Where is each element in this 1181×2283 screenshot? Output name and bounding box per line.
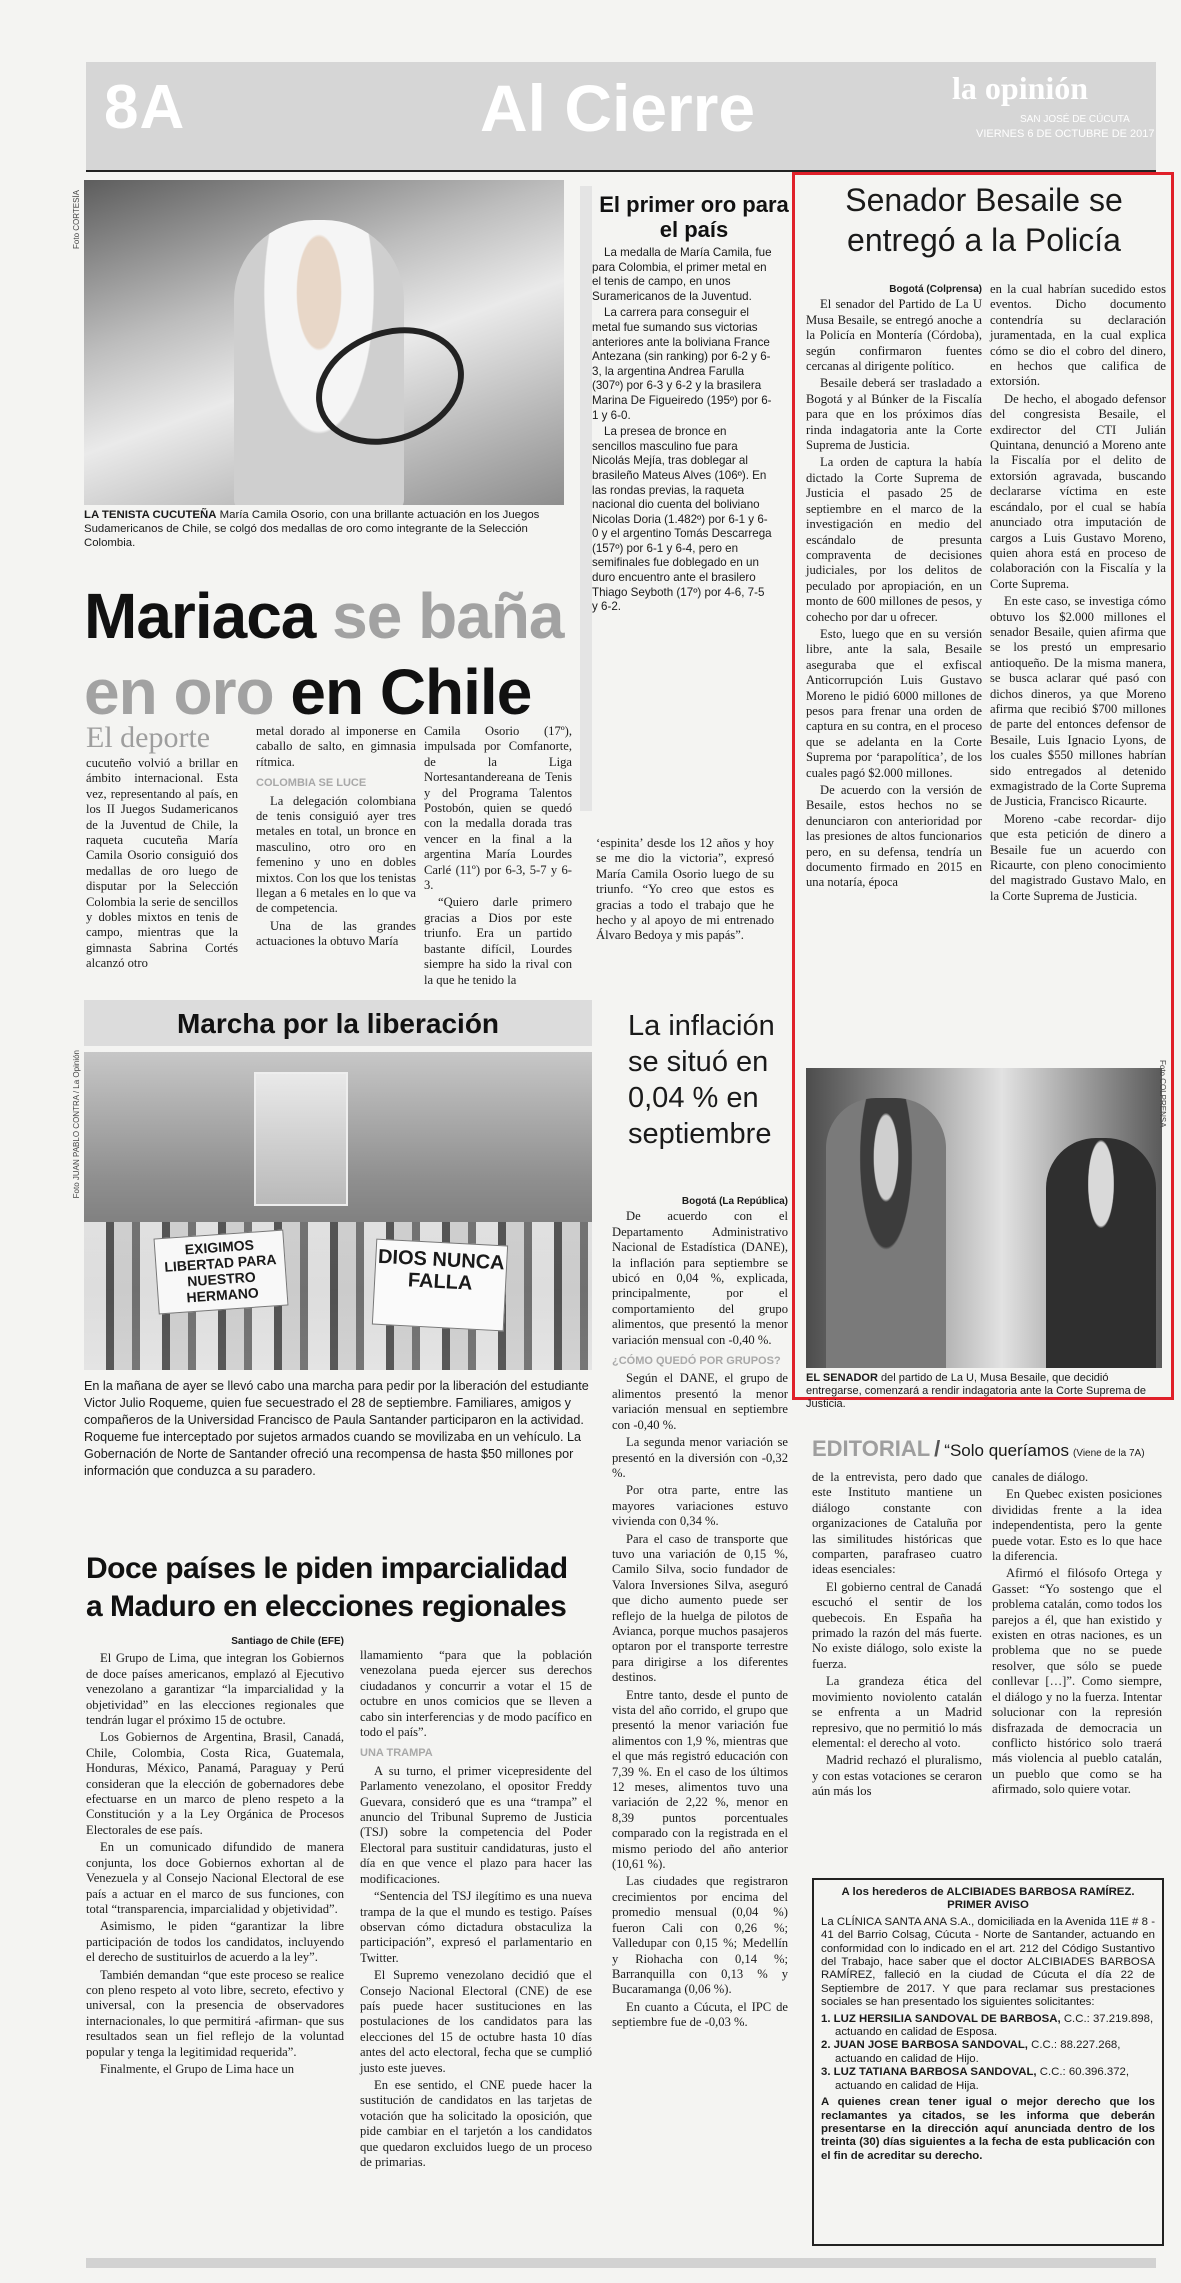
protest-sign-1: EXIGIMOS LIBERTAD PARA NUESTRO HERMANO [154, 1230, 289, 1315]
page-footer-bar [86, 2258, 1156, 2268]
claimant-name: JUAN JOSE BARBOSA SANDOVAL, [833, 2039, 1028, 2052]
besaile-paragraph: Besaile deberá ser trasladado a Bogotá y al Búnker de la Fiscalía para que en los próximos días rinda indagatoria ante la Corte Suprema de Justicia. [806, 376, 982, 453]
venezuela-column-2 [360, 1648, 592, 2172]
venezuela-paragraph: llamamiento “para que la población venezolana pueda ejercer sus derechos ciudadanos y concurrir a votar el 15 de octubre en unos comicios que se lleven a cabo sin interferencias y de modo pacífico en todo el país”. [360, 1648, 592, 1740]
besaile-paragraph: Moreno -cabe recordar- dijo que esta petición de dinero a Besaile fue un acuerdo con Ricaurte, con pleno conocimiento del magistrado Gustavo Malo, en la Corte Suprema de Justicia. [990, 811, 1166, 903]
tennis-paragraph: cucuteño volvió a brillar en ámbito internacional. Esta vez, representando al país, en los II Juegos Sudamericanos de la Juventud de Chile, la raqueta cucuteña María Camila Osorio consiguió dos medallas de oro luego de disputar por la Selección Colombia la serie de sencillos y dobles mixtos en tenis de campo, mientras que la gimnasta Sabrina Cortés alcanzó otro [86, 756, 238, 971]
besaile-photo [806, 1068, 1162, 1368]
besaile-paragraph: De hecho, el abogado defensor del congresista Besaile, el exdirector del CTI Julián Quintana, denunció a Moreno ante la Fiscalía por el delito de extorsión agravada, buscando declararse víctima en este escándalo, por el cual se había anunciado otra imputación de cargos a Luis Gustavo Moreno, quien ahora está en proceso de colaboración con la Fiscalía y la Corte Suprema. [990, 391, 1166, 591]
venezuela-headline-line: a Maduro en elecciones regionales [86, 1590, 567, 1623]
venezuela-subhead: UNA TRAMPA [360, 1747, 433, 1760]
editorial-label: EDITORIAL [812, 1436, 931, 1461]
march-photo [84, 1052, 592, 1370]
protest-sign-2: DIOS NUNCA FALLA [372, 1239, 508, 1332]
inflation-paragraph: Las ciudades que registraron crecimientos por encima del promedio mensual (0,04 %) fueron Cali con 0,26 %; Valledupar con 0,15 %; Medellín y Riohacha con 0,14 %; Barranquilla con 0,13 % y Bucaramanga (0,06 %). [612, 1874, 788, 1997]
sidebar-paragraph: La presea de bronce en sencillos masculino fue para Nicolás Mejía, tras doblegar al brasileño Mateus Alves (106º). En las rondas previas, la raqueta nacional dio cuenta del boliviano Nicolas Doria (1.482º) por 6-1 y 6-0 y el argentino Tomás Descarrega (157º) por 6-1 y 6-4, pero en semifinales fue doblegado en un duro encuentro ante el brasilero Thiago Seyboth (17º) por 4-6, 7-5 y 6-2. [592, 425, 772, 614]
headline-word-grey: se baña [332, 580, 564, 652]
inflation-paragraph: La segunda menor variación se presentó en la diversión con -0,32 %. [612, 1435, 788, 1480]
besaile-paragraph: Esto, luego que en su versión libre, ante la sala, Besaile aseguraba que el exfiscal Anticorrupción Luis Gustavo Moreno le pidió 6000 millones de pesos para frenar una orden de captura en su contra, en el proceso que se adelanta en la Corte Suprema por ‘parapolítica’, de los cuales pagó $2.000 millones. [806, 626, 982, 780]
venezuela-paragraph: A su turno, el primer vicepresidente del Parlamento venezolano, el opositor Freddy Guevara, consideró que es una “trampa” el anuncio del Tribunal Supremo de Justicia (TSJ) sobre la competencia del Poder Electoral para sustituir candidaturas, justo el día en que vence el plazo para hacer las modificaciones. [360, 1763, 592, 1886]
header-city: SAN JOSÉ DE CÚCUTA [1020, 114, 1130, 125]
notice-claimant [821, 2013, 1155, 2040]
march-title: Marcha por la liberación [176, 1008, 500, 1039]
besaile-dateline: Bogotá (Colprensa) [889, 284, 982, 295]
tennis-headline [84, 578, 604, 730]
venezuela-dateline: Santiago de Chile (EFE) [231, 1636, 344, 1647]
tennis-paragraph: “Quiero darle primero gracias a Dios por este triunfo. Era un partido bastante difícil, Lourdes siempre ha sido la rival con la que he tenido la [424, 895, 572, 987]
headline-word: en Chile [290, 656, 532, 728]
venezuela-column-1 [86, 1634, 344, 2079]
besaile-column-1 [806, 282, 982, 893]
venezuela-headline [86, 1550, 606, 1626]
notice-claimant [821, 2039, 1155, 2066]
sidebar-paragraph: La carrera para conseguir el metal fue sumando sus victorias anteriores ante la boliviana France Antezana (sin ranking) por 6-2 y 6-3, la argentina Andrea Farulla (307º) por 6-3 y 6-2 y la brasilera Marina De Figueiredo (195º) por 6-1 y 6-0. [592, 306, 772, 422]
venezuela-paragraph: “Sentencia del TSJ ilegítimo es una nueva trampa de la que el mundo es testigo. Países observan cómo dictadura obstaculiza la participación”, expresó el parlamentario en Twitter. [360, 1889, 592, 1965]
page-number: 8A [104, 73, 186, 142]
besaile-caption-lead: EL SENADOR [806, 1372, 878, 1384]
editorial-column-1 [812, 1470, 982, 1802]
claimant-id: C.C.: 60.396.372, [1039, 2066, 1130, 2079]
sidebar-paragraph: La medalla de María Camila, fue para Colombia, el primer metal en el tenis de campo, en unos Suramericanos de la Juventud. [592, 246, 772, 303]
claimant-role: actuando en calidad de Esposa. [835, 2026, 998, 2039]
editorial-slash: / [934, 1436, 941, 1461]
claimant-name: LUZ TATIANA BARBOSA SANDOVAL, [833, 2066, 1037, 2079]
editorial-paragraph: La grandeza ética del movimiento noviolento catalán se enfrenta a un Madrid represivo, que no permitió lo más elemental: el derecho al voto. [812, 1674, 982, 1750]
tennis-caption-lead: LA TENISTA CUCUTEÑA [84, 509, 217, 521]
tennis-subhead: COLOMBIA SE LUCE [256, 777, 367, 790]
editorial-title: “Solo queríamos [944, 1441, 1070, 1460]
claimant-id: C.C.: 88.227.268, [1031, 2039, 1121, 2052]
venezuela-paragraph: El Supremo venezolano decidió que el Consejo Nacional Electoral (CNE) de ese país puede hacer sustituciones en las postulaciones de los candidatos para las elecciones del 15 de octubre hasta 10 días antes del acto electoral, fecha que se cumplió justo este jueves. [360, 1968, 592, 2075]
portrait-banner [254, 1072, 348, 1206]
besaile-column-2 [990, 282, 1166, 906]
section-title: Al Cierre [480, 71, 756, 145]
inflation-paragraph: En cuanto a Cúcuta, el IPC de septiembre fue de -0,03 %. [612, 1999, 788, 2030]
notice-claimant [821, 2066, 1155, 2093]
police-officer-figure [826, 1098, 946, 1368]
legal-notice [812, 1878, 1164, 2246]
inflation-body [612, 1194, 788, 2033]
besaile-paragraph: en la cual habrían sucedido estos eventos. Dicho documento contendría su declaración juramentada, en la cual explica cómo se dio el cobro del dinero, en hechos que califica de extorsión. [990, 282, 1166, 389]
venezuela-headline-line: Doce países le piden imparcialidad [86, 1552, 568, 1585]
notice-body: La CLÍNICA SANTA ANA S.A., domiciliada en la Avenida 11E # 8 - 41 del Barrio Colsag, Cúcuta - Norte de Santander, actuando en conformidad con lo indicado en el art. 212 del Código Sustantivo del Trabajo, hace saber que el doctor ALCIBIADES BARBOSA RAMÍREZ, falleció en la ciudad de Cúcuta el día 22 de Septiembre de 2017. Y que para reclamar sus prestaciones sociales se han presentado los siguientes solicitantes: [821, 1915, 1155, 2009]
inflation-paragraph: Para el caso de transporte que tuvo una variación de 0,15 %, Camilo Silva, socio fundador de Valora Inversiones Silva, aseguró que dicho aumento puede ser reflejo de la huelga de pilotos de Avianca, porque muchos pasajeros optaron por el transporte terrestre para dirigirse a los diferentes destinos. [612, 1531, 788, 1685]
besaile-paragraph: El senador del Partido de La U Musa Besaile, se entregó anoche a la Policía en Montería (Córdoba), según confirmaron fuentes cercanas al dirigente político. [806, 297, 982, 374]
besaile-paragraph: De acuerdo con la versión de Besaile, estos hechos no se denunciaron con anterioridad por las presiones de altos funcionarios pero, en su defensa, tendría un documento firmado en 2015 en una notaría, época [806, 783, 982, 890]
inflation-paragraph: Según el DANE, el grupo de alimentos presentó la menor variación mensual en septiembre con -0,40 %. [612, 1371, 788, 1432]
tennis-photo [84, 180, 564, 505]
march-photo-credit: Foto JUAN PABLO CONTRA / La Opinión [72, 1050, 81, 1199]
editorial-paragraph: Afirmó el filósofo Ortega y Gasset: “Yo sostengo que el problema catalán, como todos los parejos a él, que han existido y existen en otras naciones, es un problema que no se puede resolver, que sólo se puede conllevar […]”. Como siempre, el diálogo y no la fuerza. Intentar solucionar con la represión disfrazada de democracia un conflicto histórico solo traerá más violencia al pueblo catalán, un pueblo que como se ha afirmado, solo quiere votar. [992, 1566, 1162, 1797]
sidebar-title: El primer oro para el país [599, 192, 789, 242]
tennis-paragraph: Una de las grandes actuaciones la obtuvo María [256, 918, 416, 949]
headline-word: Mariaca [84, 580, 316, 652]
editorial-continued: (Viene de la 7A) [1073, 1448, 1145, 1459]
besaile-title: Senador Besaile se entregó a la Policía [845, 182, 1123, 258]
inflation-title: La inflación se situó en 0,04 % en septiembre [628, 1010, 775, 1150]
venezuela-paragraph: El Grupo de Lima, que integran los Gobiernos de doce países americanos, emplazó al Ejecutivo venezolano a garantizar “la imparcialidad y la objetividad” en las elecciones regionales que tendrán lugar el próximo 15 de octubre. [86, 1651, 344, 1728]
editorial-paragraph: canales de diálogo. [992, 1470, 1089, 1484]
claimant-number: 3. [821, 2066, 831, 2079]
claimant-role: actuando en calidad de Hijo. [835, 2052, 979, 2065]
editorial-paragraph: de la entrevista, pero dado que este Instituto mantiene un diálogo constante con organizaciones de Cataluña por las similitudes históricas que comparten, parafraseo cuatro ideas esenciales: [812, 1470, 982, 1577]
claimant-id: C.C.: 37.219.898, [1063, 2012, 1154, 2025]
tennis-paragraph: metal dorado al imponerse en caballo de salto, en gimnasia rítmica. [256, 724, 416, 769]
editorial-header [812, 1436, 1162, 1462]
venezuela-paragraph: Los Gobiernos de Argentina, Brasil, Canadá, Chile, Colombia, Costa Rica, Guatemala, Honduras, México, Panamá, Paraguay y Perú consideran que la elección de gobernadores debe efectuarse en un marco de pleno respeto a la Constitución y a la Ley Orgánica de Procesos Electorales de ese país. [86, 1730, 344, 1837]
venezuela-paragraph: También demandan “que este proceso se realice con pleno respeto al voto libre, secreto, efectivo y universal, con la presencia de observadores internacionales, lo que permitirá -afirman- que sus resultados sean un fiel reflejo de la voluntad popular y tenga la legitimidad requerida”. [86, 1967, 344, 2059]
tennis-paragraph: La delegación colombiana de tenis consiguió ayer tres metales en total, un bronce en masculino, otro oro en femenino y uno en dobles mixtos. Con los que los tenistas llegan a 6 metales en lo que va de competencia. [256, 793, 416, 916]
besaile-caption-text: del partido de La U, Musa Besaile, que decidió entregarse, comenzará a rendir indagatoria ante la Corte Suprema de Justicia. [806, 1372, 1146, 1410]
venezuela-paragraph: Finalmente, el Grupo de Lima hace un [100, 2061, 295, 2076]
besaile-paragraph: La orden de captura la había dictado la Corte Suprema de Justicia el pasado 25 de septiembre en el marco de la investigación en medio del escándalo de presunta compraventa de decisiones judiciales, por los delitos de peculado por apropiación, en un monto de 600 millones de pesos, y cohecho por dar u ofrecer. [806, 455, 982, 624]
venezuela-paragraph: En un comunicado difundido de manera conjunta, los doce Gobiernos exhortan al de Venezuela y al Consejo Nacional Electoral de ese país a actuar en el marco de sus funciones, con total “transparencia, imparcialidad y objetividad”. [86, 1840, 344, 1916]
venezuela-paragraph: En ese sentido, el CNE puede hacer la sustitución de candidatos en las tarjetas de votación que ha solicitado la oposición, que pide cambiar en el tarjetón a los candidatos que quedaron excluidos luego de un proceso de primarias. [360, 2077, 592, 2169]
tennis-column-2 [256, 724, 416, 952]
tennis-caption [84, 508, 564, 550]
header-date: VIERNES 6 DE OCTUBRE DE 2017 [976, 128, 1155, 140]
headline-word-grey: en oro [84, 656, 274, 728]
inflation-paragraph: Entre tanto, desde el punto de vista del año corrido, el grupo que presentó la menor variación fue alimentos con 1,9 %, mientras que el que más registró educación con 7,39 %. En el caso de los últimos 12 meses, alimentos tuvo una variación de 2,22 %, menor en 8,39 puntos porcentuales comparado con la registrada en el mismo periodo del año anterior (10,61 %). [612, 1687, 788, 1872]
dropcap-phrase: El deporte [86, 721, 211, 754]
claimant-number: 2. [821, 2039, 831, 2052]
tennis-photo-credit: Foto CORTESÍA [72, 190, 81, 249]
besaile-caption [806, 1372, 1162, 1411]
tennis-paragraph: ‘espinita’ desde los 12 años y hoy se me dio la victoria”, expresó María Camila Osorio luego de su triunfo. “Yo creo que estos es gracias a todo el trabajo que he hecho y al apoyo de mi entrenado Álvaro Bedoya y mis papás”. [596, 836, 774, 943]
tennis-column-3 [424, 724, 572, 990]
claimant-role: actuando en calidad de Hija. [835, 2079, 979, 2092]
editorial-paragraph: En Quebec existen posiciones divididas frente a la idea independentista, pero la gente puede votar. Esto es lo que hace la diferencia. [992, 1487, 1162, 1564]
claimant-name: LUZ HERSILIA SANDOVAL DE BARBOSA, [833, 2012, 1061, 2025]
venezuela-paragraph: Asimismo, le piden “garantizar la libre participación de todos los candidatos, incluyendo el derecho de sustituirlos de acuerdo a la ley”. [86, 1919, 344, 1965]
editorial-paragraph: El gobierno central de Canadá escuchó el sentir de los quebecois. En España ha primado la razón del más fuerte. No existe diálogo, solo existe la fuerza. [812, 1579, 982, 1671]
inflation-paragraph: Por otra parte, entre las mayores variaciones estuvo vivienda con 0,34 %. [612, 1483, 788, 1529]
notice-subheading: PRIMER AVISO [947, 1899, 1029, 1912]
newspaper-logo: la opinión [952, 70, 1089, 106]
inflation-subhead: ¿CÓMO QUEDÓ POR GRUPOS? [612, 1355, 781, 1368]
tennis-column-4 [596, 836, 774, 946]
inflation-dateline: Bogotá (La República) [681, 1196, 788, 1207]
sidebar-body [592, 246, 772, 617]
tennis-caption-text: María Camila Osorio, con una brillante actuación en los Juegos Sudamericanos de Chile, se colgó dos medallas de oro como integrante de la Selección Colombia. [84, 509, 540, 549]
notice-heading: A los herederos de ALCIBIADES BARBOSA RAMÍREZ. [841, 1886, 1135, 1898]
inflation-paragraph: De acuerdo con el Departamento Administrativo Nacional de Estadística (DANE), la inflación para septiembre se ubicó en 0,04 %, explicada, principalmente, por el comportamiento del grupo alimentos, que presentó la menor variación mensual con -0,40 %. [612, 1209, 788, 1347]
notice-footer: A quienes crean tener igual o mejor derecho que los reclamantes ya citados, se les informa que deberán presentarse en la dirección aquí anunciada dentro de los treinta (30) días siguientes a la fecha de esta publicación con el fin de acreditar su derecho. [821, 2096, 1155, 2162]
tennis-paragraph: Camila Osorio (17º), impulsada por Comfanorte, de la Liga Nortesantandereana de Tenis y del Programa Talentos Postobón, quien se quedó con la medalla dorada tras vencer en la final a la argentina María Lourdes Carlé (11º) por 6-3, 5-7 y 6-3. [424, 724, 572, 893]
march-caption: En la mañana de ayer se llevó cabo una marcha para pedir por la liberación del estudiante Victor Julio Roqueme, quien fue secuestrado el 28 de septiembre. Familiares, amigos y compañeros de la Universidad Francisco de Paula Santander participaron en la actividad. Roqueme fue interceptado por sujetos armados cuando se movilizaba en un vehículo. La Gobernación de Norte de Santander ofreció una recompensa de hasta $50 millones por información que conduzca a su paradero. [84, 1379, 589, 1478]
editorial-column-2 [992, 1470, 1162, 1800]
besaile-paragraph: En este caso, se investiga cómo obtuvo los $2.000 millones el senador Besaile, quien afirma que se los prestó un empresario antioqueño. De la misma manera, se busca aclarar qué pasó con dichos dineros, ya que Moreno afirma que recibió $700 millones de parte del entonces defensor de Besaile, Luis Ignacio Lyons, de los cuales $550 millones habrían sido entregados al detenido exmagistrado de la Corte Suprema de Justicia, Francisco Ricaurte. [990, 594, 1166, 809]
editorial-paragraph: Madrid rechazó el pluralismo, y con estas votaciones se ceraron aún más los [812, 1753, 982, 1799]
senator-figure [1046, 1138, 1156, 1368]
besaile-photo-credit: Foto COLPRENSA [1158, 1060, 1167, 1128]
claimant-number: 1. [821, 2012, 831, 2025]
tennis-column-1 [86, 722, 238, 974]
